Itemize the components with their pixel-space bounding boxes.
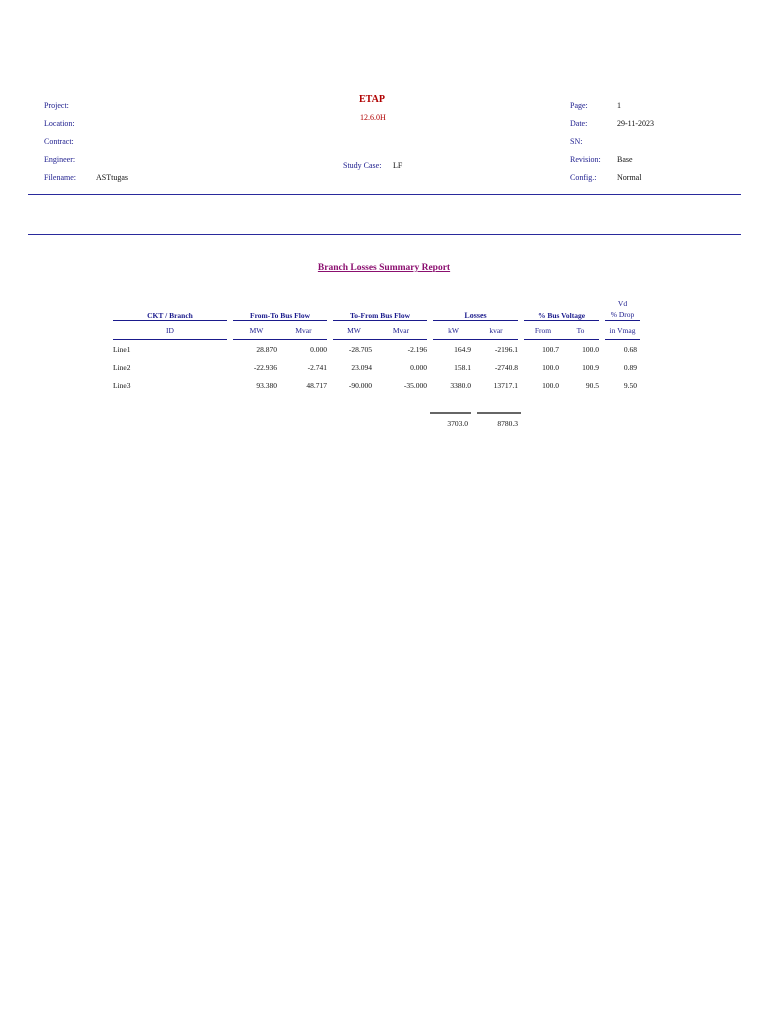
branch-losses-table [113,298,640,432]
spacer-cell [113,394,640,413]
header-vd-line2: % Drop [610,310,635,319]
filename-label: Filename: [44,173,76,182]
header-losses: Losses [430,298,521,321]
table-row [113,376,640,394]
row-to: 100.0 [582,344,599,354]
location-label: Location: [44,119,75,128]
project-label: Project: [44,101,69,110]
header-ft-mw: MW [230,321,280,340]
row-tf-mw: -90.000 [348,380,372,390]
report-title: Branch Losses Summary Report [317,263,451,273]
row-vd: 0.89 [623,362,637,372]
row-ft-mw: 28.870 [256,344,277,354]
header-to: To [562,321,602,340]
study-case-label: Study Case: [343,161,382,170]
sn-label: SN: [570,137,583,146]
contract-label: Contract: [44,137,74,146]
header-from-to-flow: From-To Bus Flow [230,298,330,321]
revision-value: Base [617,155,633,164]
totals-row [113,413,640,432]
date-value: 29-11-2023 [617,119,655,128]
app-name: ETAP [359,94,385,105]
row-id: Line2 [113,362,131,372]
header-rule-bottom [28,234,741,235]
header-ft-mvar: Mvar [280,321,330,340]
header-vmag: in Vmag [602,321,640,340]
header-bus-voltage: % Bus Voltage [521,298,602,321]
totals-blank-right [521,413,640,432]
page-label: Page: [570,101,588,110]
date-label: Date: [570,119,588,128]
row-tf-mw: -28.705 [348,344,372,354]
config-label: Config.: [570,173,597,182]
spacer-row [113,394,640,413]
row-kw: 158.1 [454,362,471,372]
filename-value: ASTtugas [96,173,128,182]
header-kw: kW [430,321,474,340]
header-to-from-flow: To-From Bus Flow [330,298,430,321]
row-from: 100.0 [542,380,559,390]
row-to: 90.5 [585,380,599,390]
engineer-label: Engineer: [44,155,76,164]
table-row [113,340,640,359]
header-rule-top [28,194,741,195]
row-tf-mvar: -35.000 [403,380,427,390]
row-ft-mvar: 0.000 [310,344,327,354]
row-kvar: -2196.1 [494,344,518,354]
row-kw: 164.9 [454,344,471,354]
config-value: Normal [617,173,642,182]
header-kvar: kvar [474,321,521,340]
row-kvar: -2740.8 [494,362,518,372]
row-from: 100.0 [542,362,559,372]
table-row [113,358,640,376]
revision-label: Revision: [570,155,601,164]
sub-header-row [113,321,640,340]
header-vd [602,298,640,321]
study-case-value: LF [393,161,403,170]
header-from: From [521,321,562,340]
row-vd: 0.68 [623,344,637,354]
row-ft-mvar: 48.717 [306,380,327,390]
row-kw: 3380.0 [450,380,471,390]
report-title-row [0,263,768,273]
row-ft-mw: -22.936 [253,362,277,372]
row-vd: 9.50 [623,380,637,390]
app-version: 12.6.0H [360,113,386,122]
row-tf-mvar: 0.000 [410,362,427,372]
row-ft-mw: 93.380 [256,380,277,390]
header-tf-mw: MW [330,321,375,340]
row-from: 100.7 [542,344,559,354]
group-header-row [113,298,640,321]
row-kvar: 13717.1 [493,380,518,390]
row-ft-mvar: -2.741 [307,362,327,372]
row-to: 100.9 [582,362,599,372]
row-tf-mvar: -2.196 [407,344,427,354]
total-kvar: 8780.3 [474,413,521,432]
row-id: Line1 [113,344,131,354]
header-vd-line1: Vd [617,299,628,308]
total-kw: 3703.0 [430,413,474,432]
totals-blank [113,413,430,432]
page-value: 1 [617,101,621,110]
header-tf-mvar: Mvar [375,321,430,340]
header-ckt-branch: CKT / Branch [147,311,193,320]
header-id: ID [113,321,230,340]
row-tf-mw: 23.094 [351,362,372,372]
row-id: Line3 [113,380,131,390]
